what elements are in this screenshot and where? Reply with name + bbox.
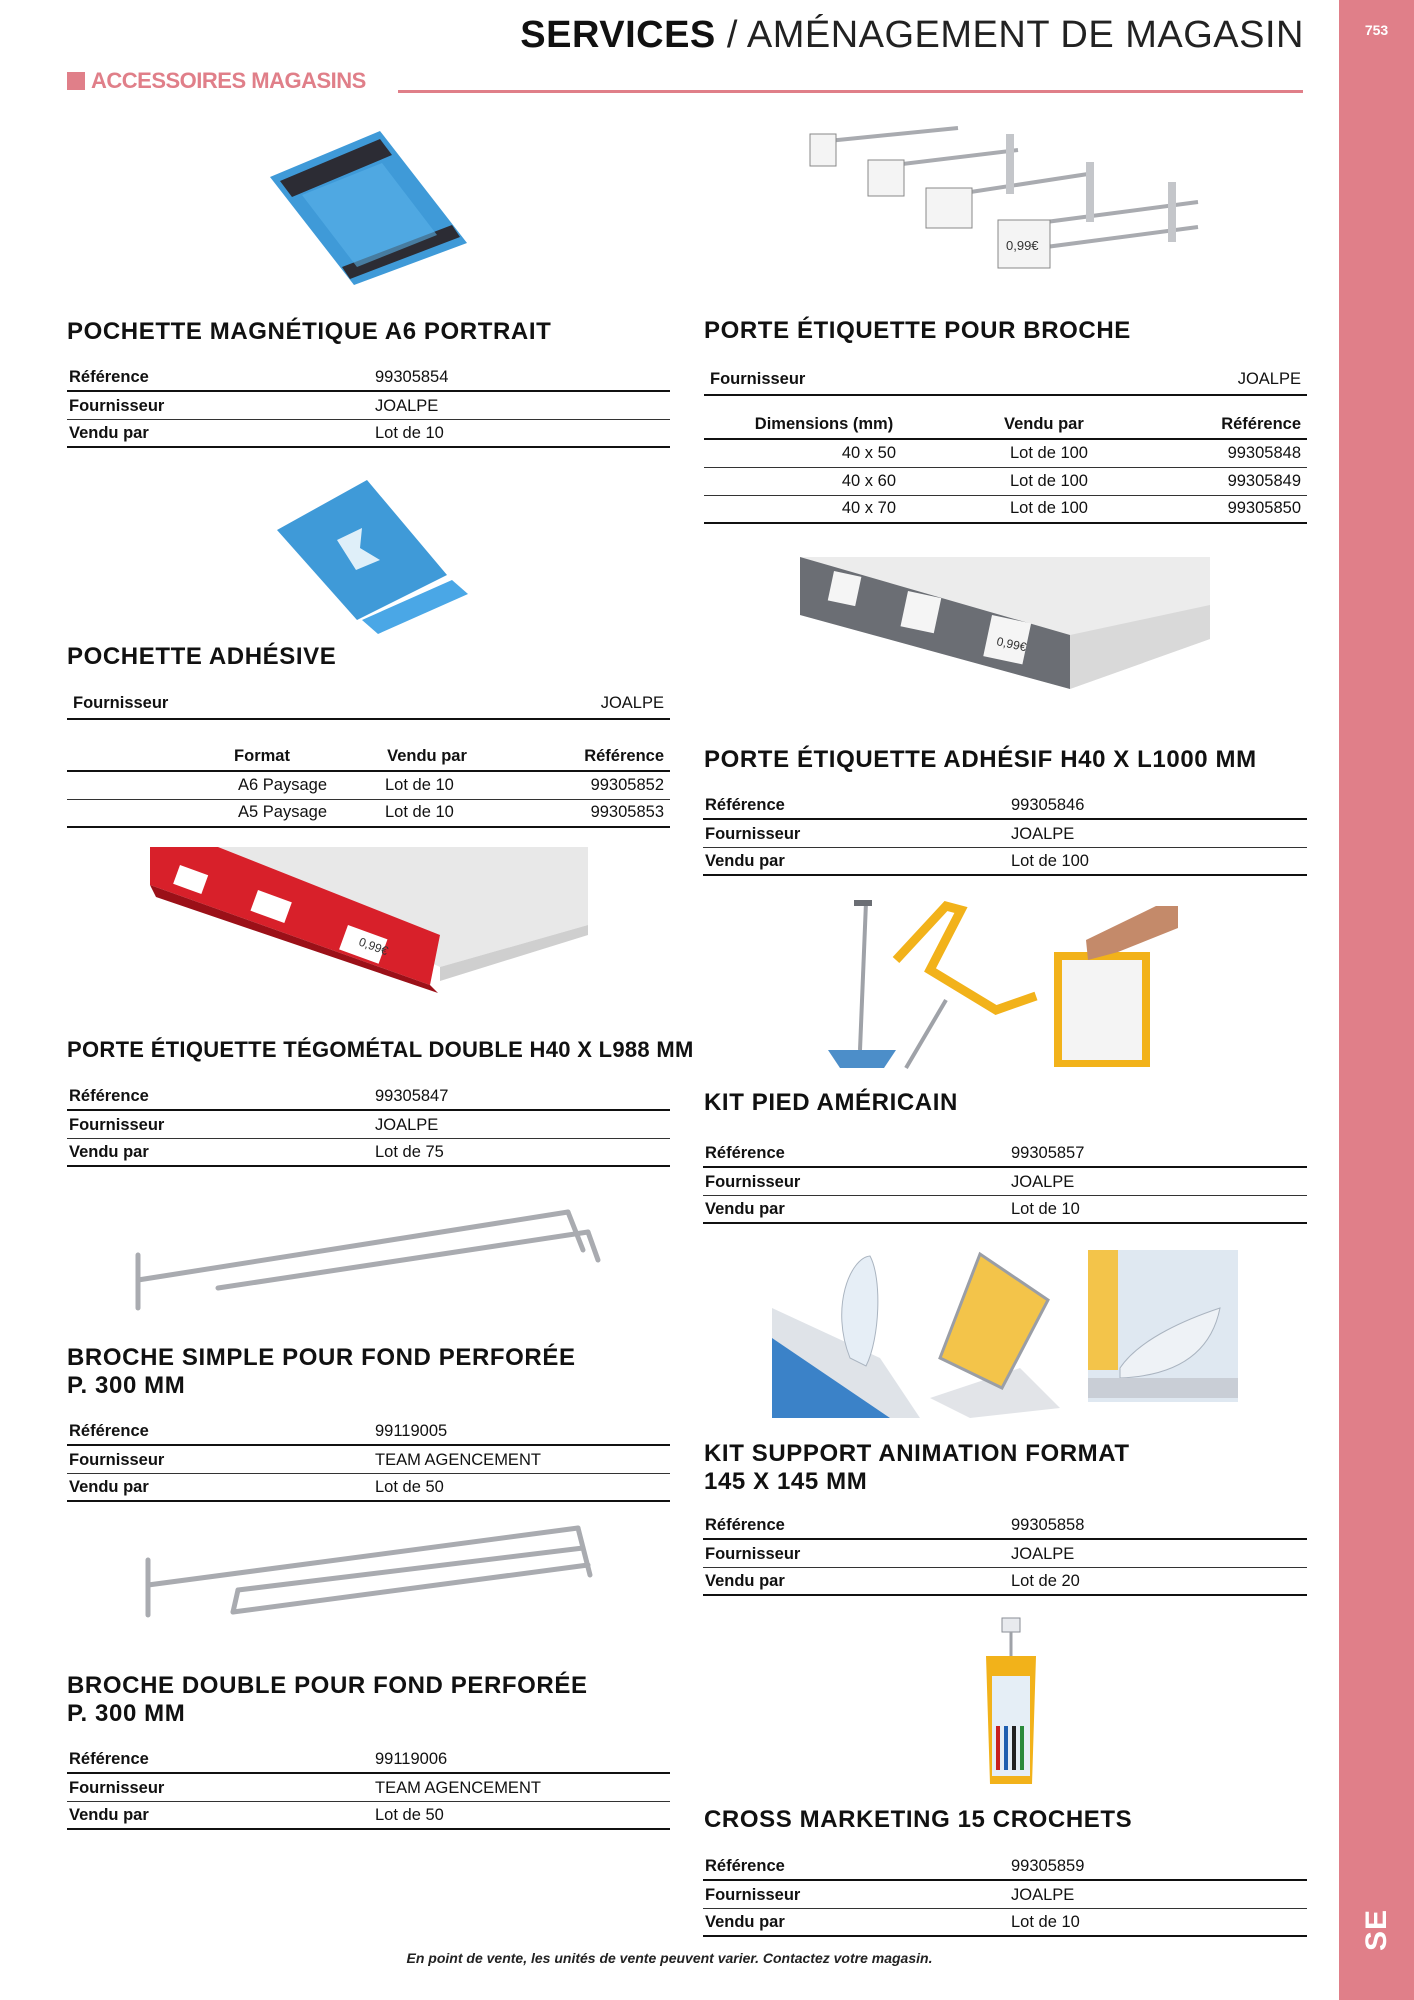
spec-value: Lot de 10 bbox=[375, 424, 444, 442]
kit-support-animation-title bbox=[704, 1440, 1130, 1496]
kit-support-animation-image bbox=[770, 1248, 1240, 1418]
spec-value: JOALPE bbox=[1011, 825, 1075, 843]
supplier-row bbox=[704, 366, 1307, 396]
title-line: KIT SUPPORT ANIMATION FORMAT bbox=[704, 1440, 1130, 1467]
kit-pied-americain-specs bbox=[703, 1140, 1307, 1224]
spec-label: Fournisseur bbox=[69, 1116, 165, 1134]
spec-label: Fournisseur bbox=[705, 1173, 801, 1191]
pochette-magnetique-specs bbox=[67, 364, 670, 448]
footer-note: En point de vente, les unités de vente peuvent varier. Contactez votre magasin. bbox=[406, 1950, 933, 1966]
spec-value: TEAM AGENCEMENT bbox=[375, 1779, 541, 1797]
title-line: 145 X 145 MM bbox=[704, 1468, 868, 1495]
table-cell: A5 Paysage bbox=[238, 803, 327, 821]
supplier-value: JOALPE bbox=[600, 694, 664, 712]
table-row bbox=[704, 468, 1307, 496]
spec-value: 99305857 bbox=[1011, 1144, 1085, 1162]
table-header bbox=[67, 742, 670, 772]
table-cell: Lot de 10 bbox=[385, 776, 454, 794]
spec-row-reference bbox=[703, 792, 1307, 820]
broche-double-image bbox=[138, 1520, 598, 1630]
spec-value: Lot de 100 bbox=[1011, 852, 1089, 870]
spec-row-sold-by bbox=[67, 1802, 670, 1830]
spec-label: Vendu par bbox=[69, 1143, 149, 1161]
title-line: BROCHE DOUBLE POUR FOND PERFORÉE bbox=[67, 1672, 588, 1699]
spec-row-reference bbox=[703, 1512, 1307, 1540]
spec-row-sold-by bbox=[67, 1139, 670, 1167]
supplier-value: JOALPE bbox=[1237, 370, 1301, 388]
spec-row-reference bbox=[703, 1140, 1307, 1168]
spec-row-reference bbox=[67, 1746, 670, 1774]
spec-row-sold-by bbox=[703, 1909, 1307, 1937]
pochette-adhesive-table bbox=[67, 690, 670, 828]
spec-value: JOALPE bbox=[1011, 1886, 1075, 1904]
porte-etiquette-adhesif-specs bbox=[703, 792, 1307, 876]
table-header bbox=[704, 410, 1307, 440]
spec-row-supplier bbox=[703, 1168, 1307, 1196]
spec-value: 99305847 bbox=[375, 1087, 449, 1105]
spec-row-reference bbox=[703, 1853, 1307, 1881]
spec-row-sold-by bbox=[67, 1474, 670, 1502]
spec-value: Lot de 50 bbox=[375, 1478, 444, 1496]
spec-value: 99305859 bbox=[1011, 1857, 1085, 1875]
supplier-label: Fournisseur bbox=[73, 694, 169, 712]
supplier-label: Fournisseur bbox=[710, 370, 806, 388]
spec-row-supplier bbox=[703, 1540, 1307, 1568]
spec-label: Référence bbox=[705, 796, 785, 814]
table-row bbox=[704, 496, 1307, 524]
broche-simple-specs bbox=[67, 1418, 670, 1502]
supplier-row bbox=[67, 690, 670, 720]
spec-row-sold-by bbox=[703, 1196, 1307, 1224]
category-rule bbox=[398, 90, 1303, 93]
section-tab[interactable] bbox=[1339, 1900, 1414, 1960]
spec-value: Lot de 50 bbox=[375, 1806, 444, 1824]
pochette-magnetique-title: POCHETTE MAGNÉTIQUE A6 PORTRAIT bbox=[67, 318, 552, 345]
table-cell: 40 x 50 bbox=[841, 444, 896, 462]
category-marker bbox=[67, 72, 85, 90]
spec-label: Référence bbox=[69, 1422, 149, 1440]
spec-value: 99305854 bbox=[375, 368, 449, 386]
spec-value: 99305846 bbox=[1011, 796, 1085, 814]
table-row bbox=[67, 772, 670, 800]
porte-etiquette-broche-table bbox=[704, 366, 1307, 524]
column-header: Référence bbox=[584, 747, 664, 765]
spec-label: Référence bbox=[69, 1750, 149, 1768]
spec-row-supplier bbox=[703, 1881, 1307, 1909]
spec-value: JOALPE bbox=[1011, 1545, 1075, 1563]
broche-simple-title bbox=[67, 1344, 576, 1400]
spec-value: 99305858 bbox=[1011, 1516, 1085, 1534]
spec-row-supplier bbox=[67, 1774, 670, 1802]
porte-etiquette-broche-image bbox=[808, 122, 1203, 282]
pochette-magnetique-image bbox=[262, 125, 477, 290]
spec-label: Vendu par bbox=[705, 852, 785, 870]
kit-pied-americain-image bbox=[826, 900, 1186, 1070]
spec-label: Vendu par bbox=[69, 1806, 149, 1824]
header-subsection: / AMÉNAGEMENT DE MAGASIN bbox=[715, 14, 1304, 56]
price-tag-label: 0,99€ bbox=[356, 934, 390, 959]
header-section: SERVICES bbox=[520, 14, 716, 56]
spec-row-sold-by bbox=[67, 420, 670, 448]
spec-row-sold-by bbox=[703, 1568, 1307, 1596]
spec-value: JOALPE bbox=[375, 397, 439, 415]
tegometal-title: PORTE ÉTIQUETTE TÉGOMÉTAL DOUBLE H40 X L988 MM bbox=[67, 1037, 694, 1062]
page-header bbox=[520, 14, 1304, 57]
cross-marketing-title: CROSS MARKETING 15 CROCHETS bbox=[704, 1806, 1133, 1833]
table-row bbox=[67, 800, 670, 828]
price-tag-label: 0,99€ bbox=[1006, 238, 1039, 253]
table-cell: 99305850 bbox=[1227, 499, 1301, 517]
section-tab-label: SE bbox=[1359, 1908, 1393, 1952]
spec-row-supplier bbox=[67, 1446, 670, 1474]
porte-etiquette-broche-title: PORTE ÉTIQUETTE POUR BROCHE bbox=[704, 317, 1131, 344]
table-cell: Lot de 100 bbox=[1010, 499, 1088, 517]
spec-value: JOALPE bbox=[1011, 1173, 1075, 1191]
spec-label: Référence bbox=[69, 1087, 149, 1105]
column-header: Format bbox=[234, 747, 290, 765]
spec-label: Référence bbox=[705, 1144, 785, 1162]
tegometal-image bbox=[148, 845, 592, 995]
table-cell: Lot de 10 bbox=[385, 803, 454, 821]
kit-pied-americain-title: KIT PIED AMÉRICAIN bbox=[704, 1089, 958, 1116]
spec-label: Référence bbox=[69, 368, 149, 386]
porte-etiquette-adhesif-title: PORTE ÉTIQUETTE ADHÉSIF H40 X L1000 MM bbox=[704, 746, 1257, 773]
kit-support-animation-specs bbox=[703, 1512, 1307, 1596]
table-cell: 99305848 bbox=[1227, 444, 1301, 462]
broche-double-specs bbox=[67, 1746, 670, 1830]
spec-label: Vendu par bbox=[705, 1913, 785, 1931]
column-header: Vendu par bbox=[1004, 415, 1084, 433]
tegometal-specs bbox=[67, 1083, 670, 1167]
spec-value: JOALPE bbox=[375, 1116, 439, 1134]
spec-row-supplier bbox=[67, 1111, 670, 1139]
page-number: 753 bbox=[1364, 22, 1389, 38]
table-cell: Lot de 100 bbox=[1010, 472, 1088, 490]
spec-label: Vendu par bbox=[69, 424, 149, 442]
spec-label: Fournisseur bbox=[69, 397, 165, 415]
spec-label: Fournisseur bbox=[69, 1451, 165, 1469]
side-band bbox=[1339, 0, 1414, 2000]
table-row bbox=[704, 440, 1307, 468]
spec-label: Référence bbox=[705, 1857, 785, 1875]
spec-value: Lot de 20 bbox=[1011, 1572, 1080, 1590]
table-cell: A6 Paysage bbox=[238, 776, 327, 794]
spec-row-reference bbox=[67, 1083, 670, 1111]
spec-value: Lot de 75 bbox=[375, 1143, 444, 1161]
column-header: Vendu par bbox=[387, 747, 467, 765]
porte-etiquette-adhesif-image bbox=[798, 555, 1210, 690]
spec-value: 99119006 bbox=[375, 1750, 448, 1768]
broche-simple-image bbox=[128, 1200, 608, 1320]
spec-label: Fournisseur bbox=[705, 825, 801, 843]
spec-label: Fournisseur bbox=[705, 1886, 801, 1904]
spec-value: TEAM AGENCEMENT bbox=[375, 1451, 541, 1469]
pochette-adhesive-image bbox=[272, 470, 477, 640]
cross-marketing-specs bbox=[703, 1853, 1307, 1937]
price-tag-label: 0,99€ bbox=[995, 634, 1028, 655]
column-header: Référence bbox=[1221, 415, 1301, 433]
spec-value: Lot de 10 bbox=[1011, 1200, 1080, 1218]
spec-row-supplier bbox=[703, 820, 1307, 848]
table-cell: 99305849 bbox=[1227, 472, 1301, 490]
spec-value: Lot de 10 bbox=[1011, 1913, 1080, 1931]
category-title: ACCESSOIRES MAGASINS bbox=[91, 68, 366, 93]
spec-label: Vendu par bbox=[705, 1572, 785, 1590]
title-line: P. 300 MM bbox=[67, 1372, 186, 1399]
spec-label: Référence bbox=[705, 1516, 785, 1534]
table-cell: 40 x 70 bbox=[841, 499, 896, 517]
table-cell: 99305853 bbox=[590, 803, 664, 821]
title-line: P. 300 MM bbox=[67, 1700, 186, 1727]
broche-double-title bbox=[67, 1672, 588, 1728]
pochette-adhesive-title: POCHETTE ADHÉSIVE bbox=[67, 643, 337, 670]
spec-label: Vendu par bbox=[69, 1478, 149, 1496]
column-header: Dimensions (mm) bbox=[754, 415, 894, 433]
title-line: BROCHE SIMPLE POUR FOND PERFORÉE bbox=[67, 1344, 576, 1371]
spec-label: Vendu par bbox=[705, 1200, 785, 1218]
category-heading bbox=[67, 68, 366, 94]
spec-value: 99119005 bbox=[375, 1422, 448, 1440]
cross-marketing-image bbox=[980, 1616, 1042, 1786]
table-cell: 99305852 bbox=[590, 776, 664, 794]
spec-label: Fournisseur bbox=[69, 1779, 165, 1797]
table-cell: 40 x 60 bbox=[841, 472, 896, 490]
spec-row-supplier bbox=[67, 392, 670, 420]
table-cell: Lot de 100 bbox=[1010, 444, 1088, 462]
spec-label: Fournisseur bbox=[705, 1545, 801, 1563]
spec-row-sold-by bbox=[703, 848, 1307, 876]
spec-row-reference bbox=[67, 1418, 670, 1446]
spec-row-reference bbox=[67, 364, 670, 392]
